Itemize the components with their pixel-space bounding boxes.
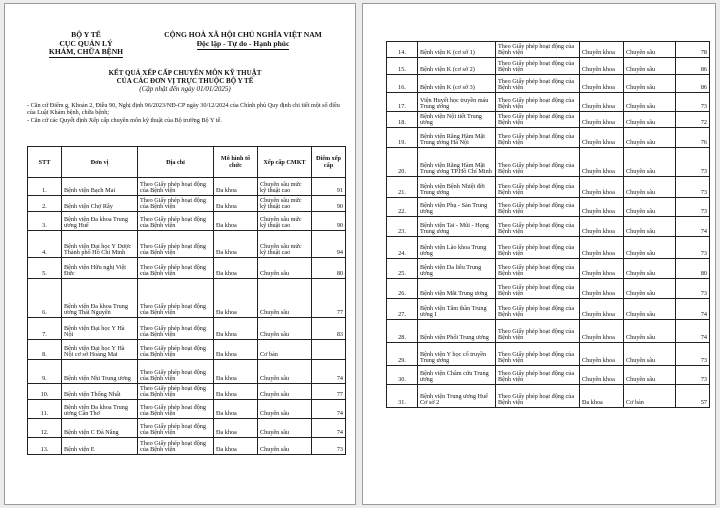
cell-stt: 11.	[28, 400, 62, 419]
cell-model: Chuyên khoa	[580, 320, 624, 343]
cell-unit-name: Bệnh viện Y học cổ truyền Trung ương	[418, 343, 496, 366]
column-header: Đơn vị	[62, 147, 138, 178]
table-row	[28, 438, 346, 455]
cell-stt: 30.	[387, 366, 418, 385]
cell-score: 73	[676, 93, 710, 112]
legal-basis	[27, 102, 345, 124]
table-row	[387, 279, 710, 299]
cell-model: Chuyên khoa	[580, 237, 624, 259]
cell-score: 80	[676, 259, 710, 279]
cell-unit-name: Bệnh viện Tai - Mũi - Họng Trung ương	[418, 217, 496, 237]
cell-unit-name: Bệnh viện Đa khoa Trung ương Thái Nguyên	[62, 279, 138, 318]
cell-model: Chuyên khoa	[580, 259, 624, 279]
cell-score: 74	[312, 360, 346, 384]
cell-stt: 15.	[387, 58, 418, 75]
cell-address: Theo Giấy phép hoạt động của Bệnh viện	[496, 299, 580, 320]
cell-unit-name: Bệnh viện Tâm thần Trung ương I	[418, 299, 496, 320]
cell-score: 74	[676, 320, 710, 343]
cell-score: 78	[676, 42, 710, 58]
column-header: Địa chỉ	[138, 147, 214, 178]
cell-address: Theo Giấy phép hoạt động của Bệnh viện	[496, 112, 580, 128]
cell-stt: 6.	[28, 279, 62, 318]
table-row	[387, 217, 710, 237]
cell-stt: 23.	[387, 217, 418, 237]
basis-line-1: - Căn cứ Điểm g, Khoản 2, Điều 90, Nghị định 96/2023/NĐ-CP ngày 30/12/2024 của Chính phủ Quy định chi tiết một số điều của Luật Khám bệnh, chữa bệnh;	[27, 102, 340, 117]
cell-stt: 4.	[28, 231, 62, 258]
cell-score: 91	[312, 178, 346, 196]
table-row	[387, 299, 710, 320]
cell-address: Theo Giấy phép hoạt động của Bệnh viện	[496, 279, 580, 299]
cell-unit-name: Bệnh viện Đại học Y Hà Nội cơ sở Hoàng Mai	[62, 340, 138, 360]
cell-stt: 31.	[387, 385, 418, 408]
table-row	[28, 340, 346, 360]
table-row	[28, 231, 346, 258]
cell-model: Đa khoa	[580, 385, 624, 408]
cell-stt: 17.	[387, 93, 418, 112]
cell-score: 74	[312, 400, 346, 419]
cell-stt: 2.	[28, 196, 62, 212]
table-row	[387, 320, 710, 343]
table-row	[387, 385, 710, 408]
cell-stt: 27.	[387, 299, 418, 320]
column-header: Xếp cấp CMKT	[258, 147, 312, 178]
cell-level: Chuyên sâu	[624, 58, 676, 75]
cell-unit-name: Viện Huyết học truyền máu Trung ương	[418, 93, 496, 112]
cell-address: Theo Giấy phép hoạt động của Bệnh viện	[496, 385, 580, 408]
cell-unit-name: Bệnh viện Mắt Trung ương	[418, 279, 496, 299]
cell-model: Đa khoa	[214, 258, 258, 279]
table-row	[387, 128, 710, 148]
cell-level: Chuyên sâu	[258, 400, 312, 419]
agency-header	[31, 31, 141, 58]
cell-unit-name: Bệnh viện Nội tiết Trung ương	[418, 112, 496, 128]
cell-unit-name: Bệnh viện Bệnh Nhiệt đới Trung ương	[418, 177, 496, 198]
table-row	[28, 360, 346, 384]
department-name-line1: CỤC QUẢN LÝ	[59, 38, 113, 48]
table-row	[387, 148, 710, 177]
cell-unit-name: Bệnh viện Răng Hàm Mặt Trung ương TP.Hồ Chí Minh	[418, 148, 496, 177]
cell-address: Theo Giấy phép hoạt động của Bệnh viện	[138, 212, 214, 231]
document-title	[35, 70, 335, 93]
table-row	[28, 384, 346, 400]
cell-stt: 21.	[387, 177, 418, 198]
cell-model: Đa khoa	[214, 318, 258, 340]
cell-address: Theo Giấy phép hoạt động của Bệnh viện	[496, 259, 580, 279]
cell-address: Theo Giấy phép hoạt động của Bệnh viện	[496, 58, 580, 75]
cell-score: 86	[676, 75, 710, 93]
cell-level: Chuyên sâu mức kỹ thuật cao	[258, 196, 312, 212]
table-row	[28, 400, 346, 419]
cell-score: 73	[676, 198, 710, 217]
cell-level: Chuyên sâu	[624, 93, 676, 112]
cell-unit-name: Bệnh viện Phổi Trung ương	[418, 320, 496, 343]
table-row	[387, 58, 710, 75]
cell-stt: 8.	[28, 340, 62, 360]
cell-address: Theo Giấy phép hoạt động của Bệnh viện	[496, 148, 580, 177]
table-row	[387, 198, 710, 217]
cell-score: 72	[676, 112, 710, 128]
cell-address: Theo Giấy phép hoạt động của Bệnh viện	[138, 340, 214, 360]
cell-score: 73	[312, 438, 346, 455]
cell-unit-name: Bệnh viện K (cơ sở 1)	[418, 42, 496, 58]
cell-address: Theo Giấy phép hoạt động của Bệnh viện	[496, 237, 580, 259]
cell-score: 73	[676, 279, 710, 299]
cell-level: Chuyên sâu	[624, 198, 676, 217]
table-row	[387, 343, 710, 366]
cell-level: Chuyên sâu	[258, 438, 312, 455]
cell-unit-name: Bệnh viện K (cơ sở 2)	[418, 58, 496, 75]
cell-model: Chuyên khoa	[580, 299, 624, 320]
cell-unit-name: Bệnh viện E	[62, 438, 138, 455]
cell-address: Theo Giấy phép hoạt động của Bệnh viện	[496, 128, 580, 148]
cell-address: Theo Giấy phép hoạt động của Bệnh viện	[496, 343, 580, 366]
cell-level: Cơ bản	[624, 385, 676, 408]
column-header: Điểm xếp cấp	[312, 147, 346, 178]
cell-stt: 24.	[387, 237, 418, 259]
cell-model: Chuyên khoa	[580, 148, 624, 177]
cell-score: 74	[312, 419, 346, 438]
cell-unit-name: Bệnh viện Trung ương Huế Cơ sở 2	[418, 385, 496, 408]
cell-model: Đa khoa	[214, 384, 258, 400]
cell-stt: 10.	[28, 384, 62, 400]
cell-unit-name: Bệnh viện Đại học Y Hà Nội	[62, 318, 138, 340]
cell-unit-name: Bệnh viện C Đà Nẵng	[62, 419, 138, 438]
cell-stt: 18.	[387, 112, 418, 128]
cell-level: Chuyên sâu	[624, 237, 676, 259]
cell-unit-name: Bệnh viện Nhi Trung ương	[62, 360, 138, 384]
cell-score: 76	[676, 128, 710, 148]
cell-address: Theo Giấy phép hoạt động của Bệnh viện	[138, 419, 214, 438]
title-subtitle: (Cập nhật đến ngày 01/01/2025)	[139, 84, 231, 93]
table-row	[387, 259, 710, 279]
column-header: Mô hình tổ chức	[214, 147, 258, 178]
cell-stt: 14.	[387, 42, 418, 58]
cell-score: 77	[312, 279, 346, 318]
cell-model: Chuyên khoa	[580, 93, 624, 112]
cell-unit-name: Bệnh viện K (cơ sở 3)	[418, 75, 496, 93]
cell-address: Theo Giấy phép hoạt động của Bệnh viện	[138, 438, 214, 455]
cell-stt: 26.	[387, 279, 418, 299]
cell-stt: 13.	[28, 438, 62, 455]
cell-level: Chuyên sâu	[258, 360, 312, 384]
cell-level: Chuyên sâu	[624, 112, 676, 128]
cell-score	[312, 340, 346, 360]
cell-stt: 22.	[387, 198, 418, 217]
cell-level: Chuyên sâu	[624, 343, 676, 366]
table-row	[387, 93, 710, 112]
cell-model: Đa khoa	[214, 231, 258, 258]
table-row	[387, 177, 710, 198]
cell-address: Theo Giấy phép hoạt động của Bệnh viện	[138, 279, 214, 318]
cell-stt: 3.	[28, 212, 62, 231]
cell-model: Chuyên khoa	[580, 58, 624, 75]
cell-level: Chuyên sâu	[258, 279, 312, 318]
cell-address: Theo Giấy phép hoạt động của Bệnh viện	[138, 178, 214, 196]
cell-model: Đa khoa	[214, 340, 258, 360]
table-row	[387, 366, 710, 385]
cell-level: Chuyên sâu	[624, 320, 676, 343]
table-body	[387, 42, 710, 408]
cell-stt: 19.	[387, 128, 418, 148]
table-header-row	[28, 147, 346, 178]
table-row	[28, 196, 346, 212]
cell-address: Theo Giấy phép hoạt động của Bệnh viện	[496, 75, 580, 93]
cell-level: Chuyên sâu	[258, 258, 312, 279]
cell-address: Theo Giấy phép hoạt động của Bệnh viện	[496, 217, 580, 237]
cell-unit-name: Bệnh viện Hữu nghị Việt Đức	[62, 258, 138, 279]
cell-address: Theo Giấy phép hoạt động của Bệnh viện	[496, 93, 580, 112]
cell-stt: 1.	[28, 178, 62, 196]
national-header	[141, 31, 345, 50]
title-line2: CỦA CÁC ĐƠN VỊ TRỰC THUỘC BỘ Y TẾ	[116, 76, 254, 85]
cell-score: 73	[676, 343, 710, 366]
cell-score: 73	[676, 177, 710, 198]
table-row	[387, 112, 710, 128]
cell-level: Chuyên sâu	[624, 75, 676, 93]
title-line1: KẾT QUẢ XẾP CẤP CHUYÊN MÔN KỸ THUẬT	[108, 69, 262, 77]
cell-model: Chuyên khoa	[580, 366, 624, 385]
cell-level: Chuyên sâu	[624, 42, 676, 58]
cell-stt: 5.	[28, 258, 62, 279]
cell-score: 80	[312, 258, 346, 279]
cell-level: Chuyên sâu	[258, 318, 312, 340]
cell-unit-name: Bệnh viện Chợ Rẫy	[62, 196, 138, 212]
cell-model: Chuyên khoa	[580, 279, 624, 299]
cell-score: 94	[312, 231, 346, 258]
table-row	[28, 318, 346, 340]
cell-score: 73	[676, 237, 710, 259]
cell-score: 86	[676, 58, 710, 75]
cell-level: Chuyên sâu	[624, 279, 676, 299]
ranking-table-left	[27, 146, 346, 455]
document-page-right	[362, 3, 716, 505]
table-row	[28, 178, 346, 196]
cell-unit-name: Bệnh viện Đa khoa Trung ương Huế	[62, 212, 138, 231]
cell-address: Theo Giấy phép hoạt động của Bệnh viện	[138, 384, 214, 400]
cell-unit-name: Bệnh viện Da liễu Trung ương	[418, 259, 496, 279]
column-header: STT	[28, 147, 62, 178]
cell-score: 57	[676, 385, 710, 408]
cell-address: Theo Giấy phép hoạt động của Bệnh viện	[138, 360, 214, 384]
ranking-table-right	[386, 41, 710, 408]
cell-stt: 9.	[28, 360, 62, 384]
cell-level: Chuyên sâu	[258, 384, 312, 400]
cell-score: 83	[312, 318, 346, 340]
cell-address: Theo Giấy phép hoạt động của Bệnh viện	[496, 320, 580, 343]
cell-stt: 29.	[387, 343, 418, 366]
cell-stt: 7.	[28, 318, 62, 340]
cell-model: Đa khoa	[214, 212, 258, 231]
cell-unit-name: Bệnh viện Châm cứu Trung ương	[418, 366, 496, 385]
cell-score: 73	[676, 148, 710, 177]
cell-model: Chuyên khoa	[580, 343, 624, 366]
cell-model: Đa khoa	[214, 279, 258, 318]
cell-unit-name: Bệnh viện Đại học Y Dược Thành phố Hồ Chí Minh	[62, 231, 138, 258]
cell-level: Chuyên sâu	[624, 148, 676, 177]
cell-model: Chuyên khoa	[580, 217, 624, 237]
cell-model: Chuyên khoa	[580, 42, 624, 58]
department-name-line2: KHÁM, CHỮA BỆNH	[49, 48, 123, 58]
cell-unit-name: Bệnh viện Phụ - Sản Trung ương	[418, 198, 496, 217]
cell-address: Theo Giấy phép hoạt động của Bệnh viện	[138, 196, 214, 212]
cell-model: Đa khoa	[214, 419, 258, 438]
cell-model: Đa khoa	[214, 178, 258, 196]
cell-score: 73	[676, 366, 710, 385]
cell-level: Chuyên sâu	[624, 128, 676, 148]
cell-address: Theo Giấy phép hoạt động của Bệnh viện	[496, 366, 580, 385]
cell-level: Chuyên sâu	[624, 299, 676, 320]
table-row	[28, 419, 346, 438]
cell-model: Đa khoa	[214, 360, 258, 384]
table-row	[387, 237, 710, 259]
cell-level: Chuyên sâu mức kỹ thuật cao	[258, 212, 312, 231]
table-row	[28, 279, 346, 318]
cell-level: Chuyên sâu	[258, 419, 312, 438]
cell-level: Chuyên sâu	[624, 366, 676, 385]
ministry-name: BỘ Y TẾ	[71, 30, 101, 39]
cell-level: Chuyên sâu mức kỹ thuật cao	[258, 178, 312, 196]
cell-unit-name: Bệnh viện Răng Hàm Mặt Trung ương Hà Nội	[418, 128, 496, 148]
cell-model: Chuyên khoa	[580, 198, 624, 217]
document-page-left	[4, 3, 356, 505]
table-body	[28, 178, 346, 455]
cell-stt: 16.	[387, 75, 418, 93]
cell-stt: 28.	[387, 320, 418, 343]
cell-address: Theo Giấy phép hoạt động của Bệnh viện	[496, 198, 580, 217]
cell-level: Cơ bản	[258, 340, 312, 360]
nation-name: CỘNG HOÀ XÃ HỘI CHỦ NGHĨA VIỆT NAM	[164, 30, 322, 39]
cell-level: Chuyên sâu	[624, 177, 676, 198]
cell-model: Đa khoa	[214, 196, 258, 212]
cell-address: Theo Giấy phép hoạt động của Bệnh viện	[496, 177, 580, 198]
national-motto: Độc lập - Tự do - Hạnh phúc	[197, 40, 290, 50]
table-row	[387, 75, 710, 93]
cell-address: Theo Giấy phép hoạt động của Bệnh viện	[138, 258, 214, 279]
cell-score: 77	[312, 384, 346, 400]
cell-model: Đa khoa	[214, 400, 258, 419]
cell-level: Chuyên sâu mức kỹ thuật cao	[258, 231, 312, 258]
cell-address: Theo Giấy phép hoạt động của Bệnh viện	[138, 318, 214, 340]
cell-unit-name: Bệnh viện Lão khoa Trung ương	[418, 237, 496, 259]
cell-unit-name: Bệnh viện Bạch Mai	[62, 178, 138, 196]
table-row	[387, 42, 710, 58]
cell-unit-name: Bệnh viện Thống Nhất	[62, 384, 138, 400]
cell-model: Chuyên khoa	[580, 128, 624, 148]
cell-score: 90	[312, 212, 346, 231]
table-row	[28, 258, 346, 279]
cell-stt: 12.	[28, 419, 62, 438]
cell-level: Chuyên sâu	[624, 259, 676, 279]
basis-line-2: - Căn cứ các Quyết định Xếp cấp chuyên môn kỹ thuật của Bộ trưởng Bộ Y tế.	[27, 116, 222, 124]
cell-model: Đa khoa	[214, 438, 258, 455]
cell-score: 74	[676, 217, 710, 237]
cell-address: Theo Giấy phép hoạt động của Bệnh viện	[138, 400, 214, 419]
cell-stt: 20.	[387, 148, 418, 177]
cell-model: Chuyên khoa	[580, 112, 624, 128]
cell-unit-name: Bệnh viện Đa khoa Trung ương Cần Thơ	[62, 400, 138, 419]
cell-stt: 25.	[387, 259, 418, 279]
cell-model: Chuyên khoa	[580, 75, 624, 93]
cell-score: 74	[676, 299, 710, 320]
cell-score: 90	[312, 196, 346, 212]
cell-address: Theo Giấy phép hoạt động của Bệnh viện	[138, 231, 214, 258]
table-row	[28, 212, 346, 231]
cell-address: Theo Giấy phép hoạt động của Bệnh viện	[496, 42, 580, 58]
cell-level: Chuyên sâu	[624, 217, 676, 237]
cell-model: Chuyên khoa	[580, 177, 624, 198]
